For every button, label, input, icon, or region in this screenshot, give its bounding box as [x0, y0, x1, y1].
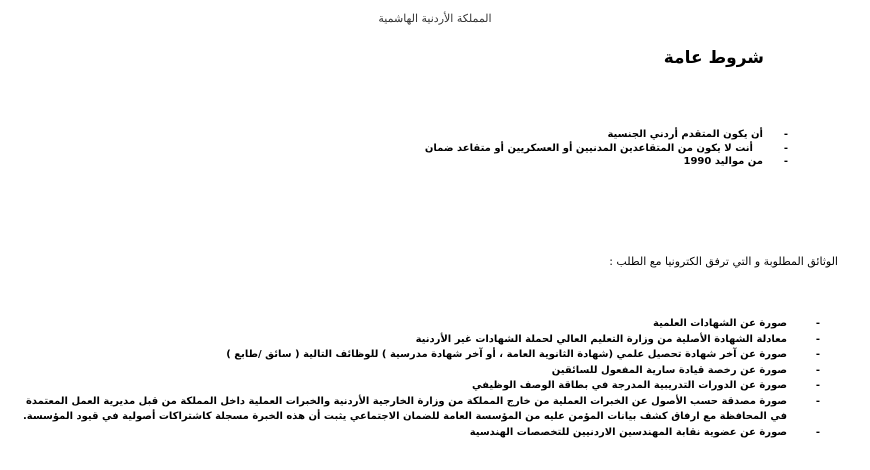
condition-item: - أنت لا يكون من المتقاعدين المدنيين أو العسكريين أو متقاعد ضمان	[228, 142, 788, 156]
document-item: - صورة عن آخر شهادة تحصيل علمي (شهادة الثانوية العامة ، أو آخر شهادة مدرسية ) للوظائف التالية ( سائق /طابع )	[8, 347, 820, 363]
condition-item: - أن يكون المتقدم أردني الجنسية	[228, 128, 788, 142]
document-item: - صورة مصدقة حسب الأصول عن الخبرات العملية من خارج المملكة من وزارة الخارجية الأردنية والخبرات العملية داخل المملكة من قبل مديرية العمل المعتمدة في المحافظة مع ارفاق كشف بيانات المؤمن عليه من المؤسسة العامة للضمان الاجتماعي يثبت أن هذه الخبرة مسجلة كاشتراكات أصولية في قيود المؤسسة.	[8, 394, 820, 425]
documents-intro: الوثائق المطلوبة و التي ترفق الكترونيا مع الطلب :	[609, 255, 838, 268]
condition-item: - من مواليد 1990	[228, 155, 788, 169]
page-title: شروط عامة	[663, 48, 764, 68]
document-item: - صورة عن الدورات التدريبية المدرجة في بطاقة الوصف الوظيفي	[8, 378, 820, 394]
emblem-text: المملكة الأردنية الهاشمية	[378, 12, 492, 25]
document-item: - صورة عن الشهادات العلمية	[8, 316, 820, 332]
document-item: - صورة عن رخصة قيادة سارية المفعول للسائقين	[8, 363, 820, 379]
document-item: - معادلة الشهادة الأصلية من وزارة التعليم العالي لحملة الشهادات غير الأردنية	[8, 332, 820, 348]
documents-list	[8, 316, 820, 440]
conditions-list	[228, 128, 788, 169]
letterhead-emblem	[0, 12, 870, 25]
document-item: - صورة عن عضوية نقابة المهندسين الاردنيين للتخصصات الهندسية	[8, 425, 820, 441]
